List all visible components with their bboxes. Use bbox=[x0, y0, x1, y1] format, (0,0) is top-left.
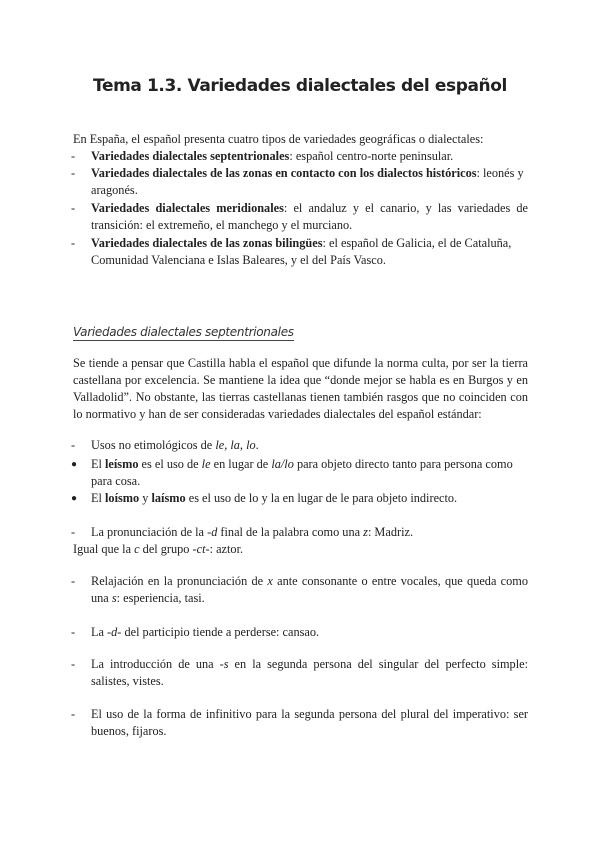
list-item bbox=[71, 165, 528, 199]
dash-marker: - bbox=[71, 707, 76, 721]
section-paragraph: Se tiende a pensar que Castilla habla el español que difunde la norma culta, por ser la tierra castellana por excelencia. Se mantiene la idea que “donde mejor se habla es en Burgos y en Valladolid”. No obstante, las tierras castellanas tienen también rasgos que no coinciden con lo normativo y han de ser consideradas variedades dialectales del español estándar: bbox=[73, 356, 528, 421]
item-italic: -s bbox=[219, 657, 229, 671]
dash-marker: - bbox=[71, 438, 76, 452]
item-italic: -d bbox=[207, 525, 218, 539]
bullet-marker: ● bbox=[71, 493, 78, 504]
item-italic: s bbox=[111, 591, 117, 605]
list-item bbox=[71, 235, 528, 269]
list-item bbox=[71, 437, 528, 454]
item-text: La bbox=[91, 625, 108, 639]
dash-marker: - bbox=[71, 149, 76, 163]
dash-marker: - bbox=[71, 525, 76, 539]
item-text: : Madriz. bbox=[367, 525, 414, 539]
item-text: es el uso de bbox=[138, 457, 202, 471]
item-italic: le bbox=[201, 457, 211, 471]
list-item bbox=[71, 456, 528, 490]
item-text: del grupo bbox=[139, 542, 193, 556]
dash-marker: - bbox=[71, 657, 76, 671]
item-text: Igual que la bbox=[73, 542, 135, 556]
plain-line bbox=[73, 541, 528, 558]
item-text: . bbox=[255, 438, 259, 452]
variety-text: : el andaluz y el canario, y las variedades de transición: el extremeño, el manchego y el murciano. bbox=[91, 201, 529, 232]
item-italic: le, la, lo bbox=[215, 438, 256, 452]
item-text: para objeto directo tanto para persona como para cosa. bbox=[91, 457, 513, 488]
item-text: en la segunda persona del singular del perfecto simple: salistes, vistes. bbox=[91, 657, 528, 688]
list-item bbox=[71, 200, 529, 234]
item-text: : esperiencia, tasi. bbox=[116, 591, 205, 605]
list-item bbox=[71, 656, 528, 690]
bullet-marker: ● bbox=[71, 459, 78, 470]
item-text: El uso de la forma de infinitivo para la segunda persona del plural del imperativo: ser buenos, fijaros. bbox=[91, 707, 528, 738]
item-text: del participio tiende a perderse: cansao. bbox=[121, 625, 320, 639]
list-item bbox=[71, 148, 528, 165]
item-italic: -d- bbox=[107, 625, 122, 639]
item-italic: la/lo bbox=[271, 457, 294, 471]
item-text: El bbox=[91, 491, 106, 505]
item-text: Usos no etimológicos de bbox=[91, 438, 216, 452]
item-text: La pronunciación de la bbox=[91, 525, 208, 539]
item-italic: -ct- bbox=[192, 542, 210, 556]
dash-marker: - bbox=[71, 574, 76, 588]
item-italic: x bbox=[267, 574, 273, 588]
item-text: ante consonante o entre vocales, que queda como una bbox=[91, 574, 528, 605]
item-italic: z bbox=[363, 525, 368, 539]
variety-label: Variedades dialectales de las zonas en contacto con los dialectos históricos bbox=[91, 166, 477, 180]
variety-label: Variedades dialectales meridionales bbox=[91, 201, 284, 215]
variety-text: : leonés y aragonés. bbox=[91, 166, 524, 197]
variety-text: : el español de Galicia, el de Cataluña, Comunidad Valenciana e Islas Baleares, y el del País Vasco. bbox=[91, 236, 512, 267]
list-item bbox=[71, 573, 528, 607]
item-text: es el uso de lo y la en lugar de le para objeto indirecto. bbox=[185, 491, 458, 505]
item-text: : aztor. bbox=[209, 542, 244, 556]
list-item bbox=[71, 490, 528, 507]
item-text: final de la palabra como una bbox=[217, 525, 364, 539]
list-item bbox=[71, 624, 528, 641]
dash-marker: - bbox=[71, 236, 76, 250]
page-title: Tema 1.3. Variedades dialectales del español bbox=[93, 76, 507, 96]
item-bold: laísmo bbox=[151, 491, 186, 505]
item-bold: loísmo bbox=[105, 491, 140, 505]
item-text: y bbox=[139, 491, 152, 505]
list-item bbox=[71, 706, 528, 740]
variety-text: : español centro-norte peninsular. bbox=[289, 149, 454, 163]
item-text: La introducción de una bbox=[91, 657, 220, 671]
dash-marker: - bbox=[71, 625, 76, 639]
variety-label: Variedades dialectales septentrionales bbox=[91, 149, 290, 163]
item-bold: leísmo bbox=[105, 457, 139, 471]
intro-paragraph: En España, el español presenta cuatro tipos de variedades geográficas o dialectales: bbox=[73, 132, 484, 146]
section-heading: Variedades dialectales septentrionales bbox=[73, 325, 294, 339]
item-text: en lugar de bbox=[210, 457, 272, 471]
item-text: El bbox=[91, 457, 106, 471]
variety-label: Variedades dialectales de las zonas bilingües bbox=[91, 236, 323, 250]
dash-marker: - bbox=[71, 166, 76, 180]
list-item bbox=[71, 524, 528, 541]
item-italic: c bbox=[134, 542, 140, 556]
dash-marker: - bbox=[71, 201, 76, 215]
item-text: Relajación en la pronunciación de bbox=[91, 574, 268, 588]
